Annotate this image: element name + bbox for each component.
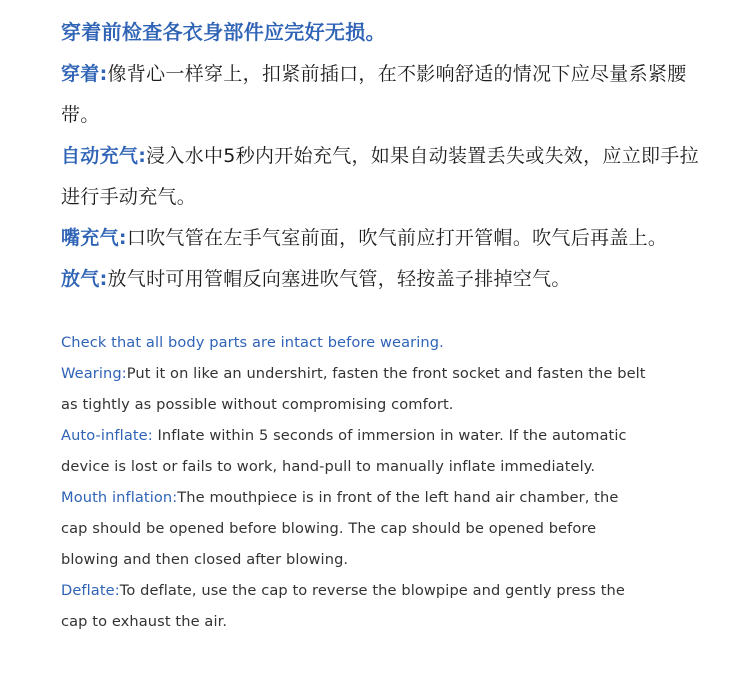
zh-auto-inflate-paragraph	[61, 136, 711, 218]
en-mouth-inflation-text-1: The mouthpiece is in front of the left hand air chamber, the	[177, 489, 619, 506]
zh-wearing-paragraph	[61, 54, 711, 136]
zh-mouth-inflation-paragraph	[61, 218, 711, 259]
en-wearing-text-1: Put it on like an undershirt, fasten the front socket and fasten the belt	[126, 365, 646, 382]
zh-title: 穿着前检查各衣身部件应完好无损。	[61, 20, 386, 44]
en-wearing-label: Wearing:	[61, 365, 127, 382]
en-auto-inflate-label: Auto-inflate:	[61, 427, 153, 444]
en-mouth-inflation-label: Mouth inflation:	[61, 489, 178, 506]
zh-wearing-text: 像背心一样穿上，扣紧前插口，在不影响舒适的情况下应尽量系紧腰带。	[61, 63, 687, 126]
en-mouth-inflation-line-1	[61, 482, 711, 513]
zh-mouth-inflation-label: 嘴充气:	[61, 227, 127, 249]
zh-auto-inflate-label: 自动充气:	[61, 145, 147, 167]
en-wearing-line-1	[61, 358, 711, 389]
en-wearing-line-2: as tightly as possible without compromising comfort.	[61, 396, 454, 413]
en-mouth-inflation-line-2: cap should be opened before blowing. The cap should be opened before	[61, 520, 597, 537]
zh-mouth-inflation-text: 口吹气管在左手气室前面，吹气前应打开管帽。吹气后再盖上。	[126, 227, 668, 249]
zh-wearing-label: 穿着:	[61, 63, 108, 85]
en-section	[61, 327, 711, 637]
en-auto-inflate-line-2: device is lost or fails to work, hand-pull to manually inflate immediately.	[61, 458, 596, 475]
en-deflate-label: Deflate:	[61, 582, 120, 599]
en-title: Check that all body parts are intact before wearing.	[61, 334, 444, 351]
en-deflate-text-1: To deflate, use the cap to reverse the blowpipe and gently press the	[119, 582, 625, 599]
zh-deflate-text: 放气时可用管帽反向塞进吹气管，轻按盖子排掉空气。	[107, 268, 571, 290]
en-deflate-line-1	[61, 575, 711, 606]
en-mouth-inflation-line-3: blowing and then closed after blowing.	[61, 551, 349, 568]
en-deflate-line-2: cap to exhaust the air.	[61, 613, 228, 630]
zh-deflate-label: 放气:	[61, 268, 108, 290]
en-auto-inflate-line-1	[61, 420, 711, 451]
en-auto-inflate-text-1: Inflate within 5 seconds of immersion in water. If the automatic	[152, 427, 627, 444]
zh-auto-inflate-text: 浸入水中5秒内开始充气，如果自动装置丢失或失效，应立即手拉进行手动充气。	[61, 145, 699, 208]
zh-deflate-paragraph	[61, 259, 711, 300]
